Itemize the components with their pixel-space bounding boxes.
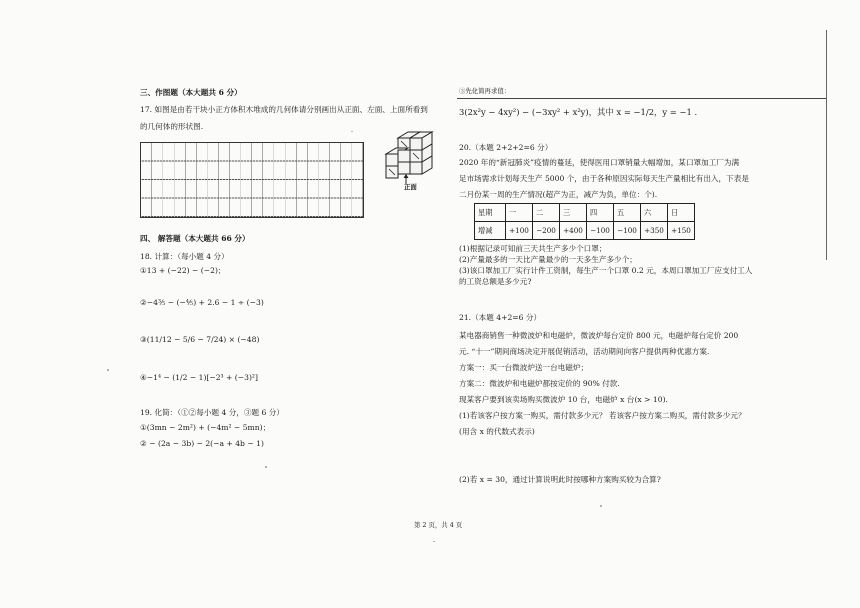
scan-speck — [600, 505, 602, 507]
q20-part1: (1)根据记录可知前三天共生产多少个口罩； — [459, 244, 607, 253]
q21-title: 21.（本题 4+2=6 分） — [459, 313, 542, 322]
scan-speck — [265, 466, 267, 468]
table-cell: 六 — [641, 204, 668, 222]
table-cell: 日 — [668, 204, 695, 222]
q20-title: 20.（本题 2+2+2=6 分） — [459, 143, 553, 152]
q18-title: 18. 计算：（每小题 4 分） — [140, 252, 229, 261]
table-cell: 五 — [614, 204, 641, 222]
q20-text-line2: 足市场需求计划每天生产 5000 个，由于各种原因实际每天生产量相比有出入，下表是 — [459, 174, 749, 183]
production-table — [474, 203, 695, 240]
q17-text-line1: 17. 如图是由若干块小正方体积木堆成的几何体请分别画出从正面、左面、上面所看到 — [140, 105, 428, 114]
q19-3-expression: 3(2x²y − 4xy²) − (−3xy² + x²y)，其中 x = −1/2，y = −1 . — [459, 107, 698, 117]
q20-part3-line1: (3)该口罩加工厂实行计件工资制，每生产一个口罩 0.2 元，本周口罩加工厂应支付工人 — [459, 266, 753, 275]
q19-part1: ①(3mn − 2m²) + (−4m² − 5mn)； — [140, 423, 271, 432]
scan-speck — [351, 131, 353, 132]
table-cell: −200 — [533, 222, 560, 240]
table-cell: +400 — [560, 222, 587, 240]
table-cell: +100 — [506, 222, 533, 240]
q21-text-line3: 现某客户要到该卖场购买微波炉 10 台，电磁炉 x 台(x > 10). — [459, 395, 668, 404]
table-cell: 一 — [506, 204, 533, 222]
q21-plan1: 方案一：买一台微波炉送一台电磁炉； — [459, 363, 589, 372]
scan-speck — [107, 369, 109, 371]
q19-part2: ② − (2a − 3b) − 2(−a + 4b − 1) — [140, 439, 264, 448]
table-cell: 星期 — [475, 204, 506, 222]
table-cell: −100 — [587, 222, 614, 240]
q19-3-title: ③先化简再求值： — [459, 87, 511, 95]
q21-part2: (2)若 x = 30，通过计算说明此时按哪种方案购买较为合算? — [459, 475, 661, 484]
q18-part1: ①13 + (−22) − (−2)； — [140, 266, 226, 275]
q20-part3-line2: 的工资总额是多少元? — [459, 277, 532, 286]
q18-part2: ②−4³⁄₅ − (−⁴⁄₅) + 2.6 − 1 ÷ (−3) — [140, 298, 264, 307]
scan-speck — [433, 541, 435, 542]
header-rule — [457, 98, 827, 99]
q21-part1-line1: (1)若该客户按方案一购买，需付款多少元？ 若该客户按方案二购买，需付款多少元？ — [459, 411, 746, 420]
table-cell: −100 — [614, 222, 641, 240]
q21-text-line2: 元. “十一”期间商场决定开展促销活动，活动期间向客户提供两种优惠方案. — [459, 347, 710, 356]
drawing-grid — [140, 142, 364, 218]
table-cell: 增减 — [475, 222, 506, 240]
scan-edge-line — [826, 30, 827, 260]
page-footer: 第 2 页，共 4 页 — [414, 521, 463, 529]
q19-title: 19. 化简：（①②每小题 4 分，③题 6 分） — [140, 408, 284, 417]
section4-title: 四、 解答题（本大题共 66 分） — [140, 234, 250, 243]
figure-front-label: 正面 — [404, 183, 417, 191]
table-cell: +350 — [641, 222, 668, 240]
q20-part2: (2)产量最多的一天比产量最少的一天多生产多少个； — [459, 255, 637, 264]
table-cell: 三 — [560, 204, 587, 222]
q20-text-line3: 二月份某一周的生产情况(超产为正，减产为负，单位：个). — [459, 190, 658, 199]
q18-part3: ③(11/12 − 5/6 − 7/24) × (−48) — [140, 335, 260, 344]
q21-part1-line2: (用含 x 的代数式表示) — [459, 427, 535, 436]
table-cell: 四 — [587, 204, 614, 222]
q18-part4: ④−1⁴ − (1/2 − 1)[−2³ + (−3)²] — [140, 373, 258, 382]
section3-title: 三、作图题（本大题共 6 分） — [140, 88, 242, 97]
table-cell: 二 — [533, 204, 560, 222]
q17-text-line2: 的几何体的形状图. — [140, 122, 204, 131]
q20-text-line1: 2020 年的“新冠肺炎”疫情的蔓延，使得医用口罩销量大幅增加，某口罩加工厂为满 — [459, 158, 740, 167]
q21-text-line1: 某电器商销售一种微波炉和电磁炉，微波炉每台定价 800 元，电磁炉每台定价 200 — [459, 331, 739, 340]
q21-plan2: 方案二：微波炉和电磁炉都按定价的 90% 付款. — [459, 379, 620, 388]
table-row — [475, 222, 695, 240]
table-cell: +150 — [668, 222, 695, 240]
table-row — [475, 204, 695, 222]
